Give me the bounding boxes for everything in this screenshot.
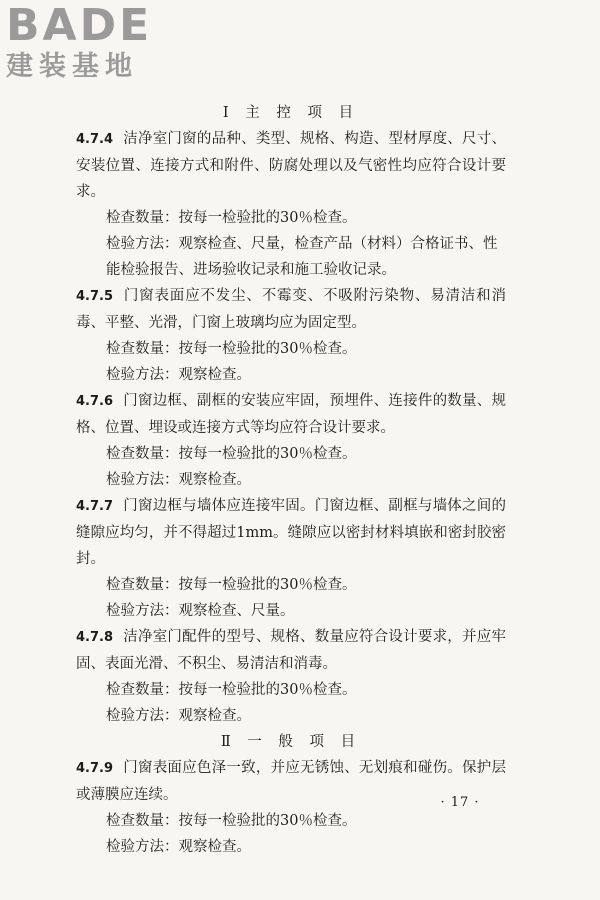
- clause-number: 4.7.4: [76, 132, 114, 147]
- clause-number: 4.7.8: [76, 630, 114, 645]
- clause-number: 4.7.5: [76, 289, 114, 304]
- check-item: 检验方法：观察检查、尺量，检查产品（材料）合格证书、性能检验报告、进场验收记录和施工验收记录。: [106, 236, 498, 278]
- check-item: 检查数量：按每一检验批的30％检查。: [106, 210, 357, 226]
- watermark-subtitle: 建装基地: [6, 51, 138, 82]
- check-item: 检查数量：按每一检验批的30％检查。: [106, 577, 357, 593]
- check-item: 检查数量：按每一检验批的30％检查。: [106, 813, 357, 829]
- watermark-logo: [6, 2, 176, 84]
- clause: [76, 493, 506, 572]
- watermark-brand: BADE: [6, 0, 153, 51]
- check-item: 检查数量：按每一检验批的30％检查。: [106, 446, 357, 462]
- check-item: 检验方法：观察检查、尺量。: [106, 603, 295, 619]
- clause-text: 门窗边框与墙体应连接牢固。门窗边框、副框与墙体之间的缝隙应均匀，并不得超过1mm。缝隙应以密封材料填嵌和密封胶密封。: [76, 498, 506, 567]
- clause-text: 门窗表面应色泽一致，并应无锈蚀、无划痕和碰伤。保护层或薄膜应连续。: [76, 760, 506, 803]
- section-heading: Ⅱ 一 般 项 目: [220, 734, 362, 750]
- page-number: · 17 ·: [440, 795, 480, 810]
- clause: [76, 388, 506, 441]
- check-item: 检验方法：观察检查。: [106, 839, 251, 855]
- clause-text: 门窗边框、副框的安装应牢固，预埋件、连接件的数量、规格、位置、埋设或连接方式等均应符合设计要求。: [76, 393, 506, 436]
- check-item: 检查数量：按每一检验批的30％检查。: [106, 341, 357, 357]
- section-heading: Ⅰ 主 控 项 目: [222, 105, 360, 121]
- clause-text: 洁净室门窗的品种、类型、规格、构造、型材厚度、尺寸、安装位置、连接方式和附件、防腐处理以及气密性均应符合设计要求。: [76, 131, 506, 200]
- document-body: [76, 100, 506, 860]
- check-item: 检验方法：观察检查。: [106, 367, 251, 383]
- clause: [76, 624, 506, 677]
- clause: [76, 283, 506, 336]
- clause-number: 4.7.6: [76, 394, 114, 409]
- clause-number: 4.7.7: [76, 499, 114, 514]
- clause: [76, 126, 506, 205]
- clause-text: 门窗表面应不发尘、不霉变、不吸附污染物、易清洁和消毒、平整、光滑，门窗上玻璃均应为固定型。: [76, 288, 506, 331]
- check-item: 检验方法：观察检查。: [106, 708, 251, 724]
- clause-text: 洁净室门配件的型号、规格、数量应符合设计要求，并应牢固、表面光滑、不积尘、易清洁和消毒。: [76, 629, 506, 672]
- check-item: 检验方法：观察检查。: [106, 472, 251, 488]
- clause-number: 4.7.9: [76, 761, 114, 776]
- check-item: 检查数量：按每一检验批的30％检查。: [106, 682, 357, 698]
